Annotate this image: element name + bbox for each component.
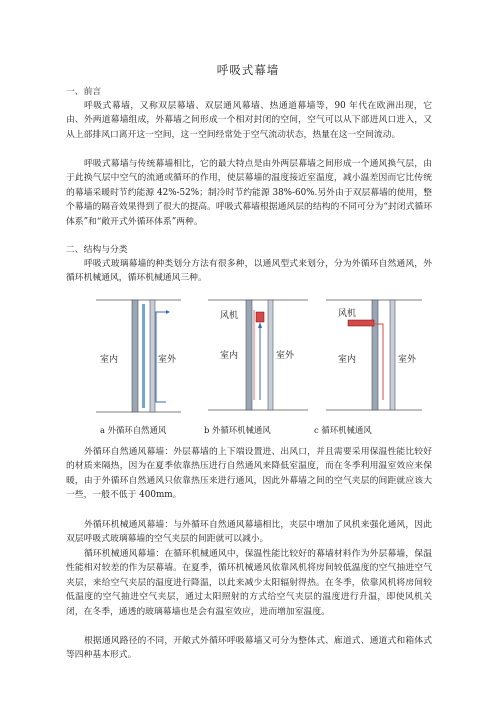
diagram-b-mechanical-ventilation <box>208 300 308 410</box>
preface-paragraph-1: 呼吸式幕墙，又称双层幕墙、双层通风幕墙、热通道幕墙等，90 年代在欧洲出现，它由、外两道幕墙组成，外幕墙之间形成一个相对封闭的空间，空气可以从下部进风口进入，又从上部排风口离开这一空间，这一空间经常处于空气流动状态，热量在这一空间流动。 <box>66 101 432 140</box>
diagram-b-indoor-label: 室内 <box>220 351 239 361</box>
preface-paragraph-2: 呼吸式幕墙与传统幕墙相比，它的最大特点是由外两层幕墙之间形成一个通风换气层，由于此换气层中空气的流通或循环的作用，使层幕墙的温度接近室温度，减小温差因而它比传统的幕墙采暖时节约能源 42%-52%；制冷时节约能源 38%-60%.另外由于双层幕墙的使用，整个幕墙的隔音效果得到了很大的提高。呼吸式幕墙根据通风层的结构的不同可分为“封闭式循环体系”和“敞开式外循环体系”两种。 <box>66 159 432 227</box>
diagram-b-fan-label: 风机 <box>220 311 239 321</box>
diagram-c-outdoor-label: 室外 <box>398 355 417 365</box>
figure-captions <box>100 424 420 436</box>
caption-a: a 外循环自然通风 <box>100 425 167 435</box>
structure-paragraph-1: 呼吸式玻璃幕墙的种类划分方法有很多种，以通风型式来划分，分为外循环自然通风，外循环机械通风，循环机械通风三种。 <box>66 259 432 284</box>
diagram-c-fan-duct-icon <box>348 320 374 326</box>
diagram-b-fan-icon <box>256 312 264 322</box>
structure-paragraph-5: 根据通风路径的不同，开敞式外循环呼吸幕墙又可分为整体式、廊道式、通道式和箱体式等四种基本形式。 <box>66 636 432 661</box>
diagram-c-inner-circulation <box>326 300 422 410</box>
diagram-a-natural-ventilation <box>90 292 188 418</box>
diagram-c-indoor-label: 室内 <box>338 355 357 365</box>
diagram-b-outdoor-label: 室外 <box>276 351 295 361</box>
structure-paragraph-2: 外循环自然通风幕墙：外层幕墙的上下端设置进、出风口，并且需要采用保温性能比较好的材质来隔热，因为在夏季依靠热压进行自然通风来降低室温度，而在冬季利用温室效应来保暖，由于外循环自然通风只依靠热压来进行通风，因此外幕墙之间的空气夹层的间距就应该大一些，一般不低于 400mm。 <box>66 447 432 501</box>
curtain-wall-figure <box>86 290 426 424</box>
diagram-a-outdoor-label: 室外 <box>158 355 177 365</box>
diagram-a-indoor-label: 室内 <box>100 355 119 365</box>
caption-b: b 外循环机械通风 <box>204 425 271 435</box>
section-heading-structure: 二、结构与分类 <box>66 245 128 255</box>
section-heading-preface: 一、前言 <box>66 87 102 97</box>
structure-paragraph-4: 循环机械通风幕墙：在循环机械通风中，保温性能比较好的幕墙材料作为外层幕墙，保温性能相对较差的作为层幕墙。在夏季，循环机械通风依靠风机将房间较低温度的空气抽进空气夹层，来给空气夹层的温度进行降温，以此来减少太阳辐射得热。在冬季，依靠风机将房间较低温度的空气抽进空气夹层，通过太阳照射的方式给空气夹层的温度进行升温，即使风机关闭，在冬季，通透的玻璃幕墙也是会有温室效应，进而增加室温度。 <box>66 549 432 617</box>
diagram-c-fan-label: 风机 <box>338 309 357 319</box>
caption-c: c 循环机械通风 <box>314 425 372 435</box>
document-title: 呼吸式幕墙 <box>216 63 280 77</box>
structure-paragraph-3: 外循环机械通风幕墙：与外循环自然通风幕墙相比，夹层中增加了风机来强化通风，因此双层呼吸式玻璃幕墙的空气夹层的间距就可以减小。 <box>66 520 432 545</box>
